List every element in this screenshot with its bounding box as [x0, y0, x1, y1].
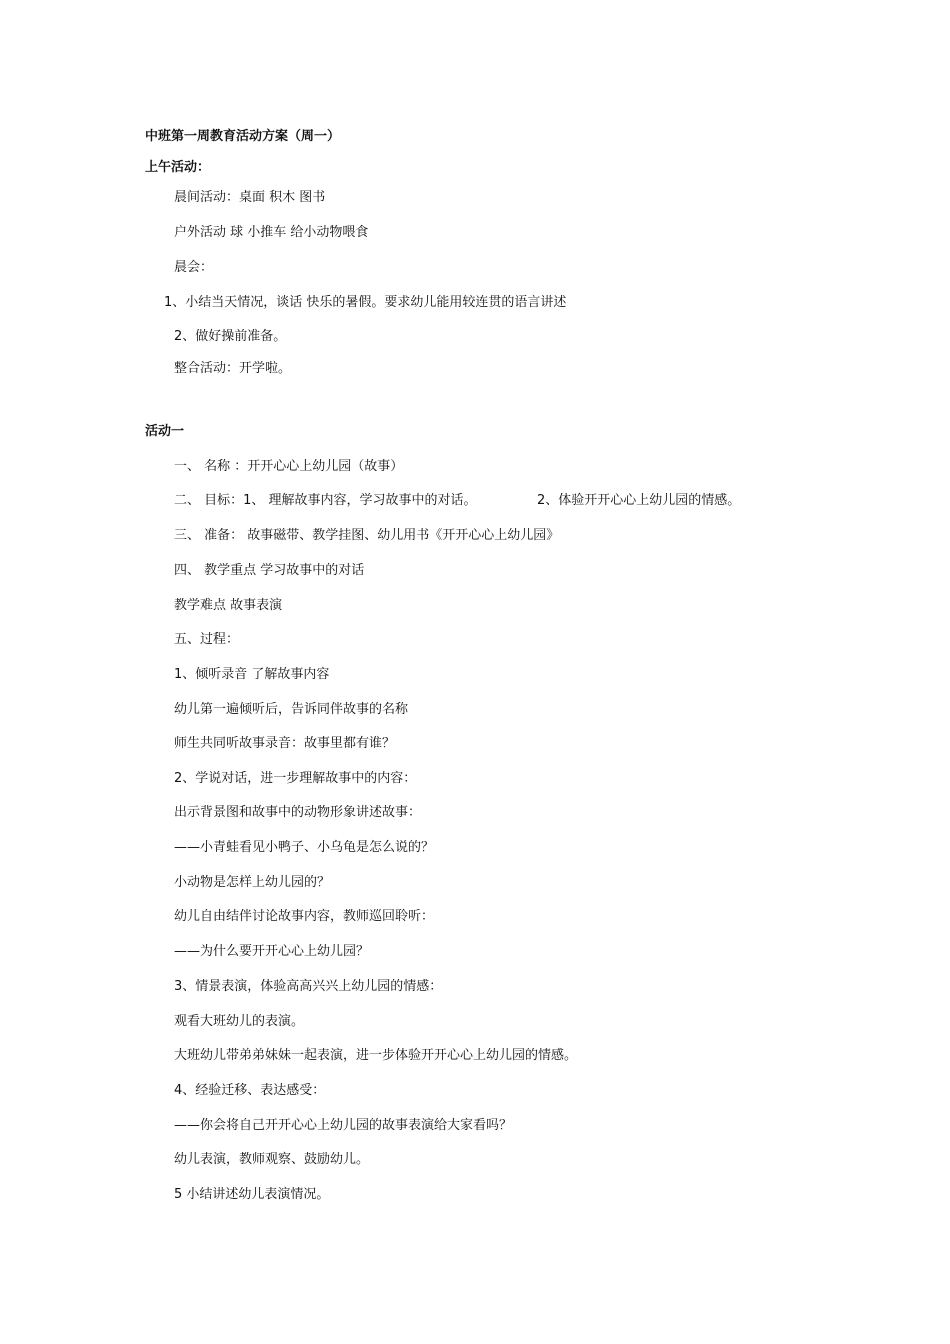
process-step: 观看大班幼儿的表演。 [174, 1014, 305, 1029]
process-step: ——你会将自己开开心心上幼儿园的故事表演给大家看吗？ [174, 1118, 513, 1133]
process-step: 幼儿表演，教师观察、鼓励幼儿。 [174, 1152, 370, 1167]
process-step: 幼儿第一遍倾听后，告诉同伴故事的名称 [174, 702, 409, 717]
process-step: 师生共同听故事录音：故事里都有谁？ [174, 736, 396, 751]
process-step: 幼儿自由结伴讨论故事内容，教师巡回聆听： [174, 909, 435, 924]
process-step: 1、倾听录音 了解故事内容 [174, 667, 330, 682]
morning-meeting-line: 晨会： [174, 260, 214, 275]
activity-name-line: 一、 名称 ：开开心心上幼儿园（故事） [174, 459, 404, 474]
outdoor-activity-line: 户外活动 球 小推车 给小动物喂食 [174, 225, 369, 240]
process-step: 大班幼儿带弟弟妹妹一起表演，进一步体验开开心心上幼儿园的情感。 [174, 1048, 578, 1063]
process-step: ——小青蛙看见小鸭子、小乌龟是怎么说的？ [174, 840, 435, 855]
process-heading: 五、过程： [174, 632, 240, 647]
process-step: 5 小结讲述幼儿表演情况。 [174, 1187, 330, 1202]
activity-goals-line-2: 2、体验开开心心上幼儿园的情感。 [537, 493, 741, 508]
page-title: 中班第一周教育活动方案（周一） [145, 129, 341, 144]
process-step: 2、学说对话，进一步理解故事中的内容： [174, 771, 417, 786]
activity-goals-line: 二、 目标：1、 理解故事内容，学习故事中的对话。 [174, 493, 477, 508]
morning-meeting-item-1: 1、小结当天情况，谈话 快乐的暑假。要求幼儿能用较连贯的语言讲述 [164, 295, 567, 310]
morning-heading: 上午活动： [145, 160, 211, 175]
activity-one-heading: 活动一 [145, 424, 185, 439]
teaching-difficulty-line: 教学难点 故事表演 [174, 598, 283, 613]
process-step: 4、经验迁移、表达感受： [174, 1083, 326, 1098]
integrated-activity-line: 整合活动：开学啦。 [174, 361, 292, 376]
early-activity-line: 晨间活动：桌面 积木 图书 [174, 190, 326, 205]
teaching-focus-line: 四、 教学重点 学习故事中的对话 [174, 563, 365, 578]
process-step: 小动物是怎样上幼儿园的？ [174, 875, 331, 890]
process-step: 3、情景表演，体验高高兴兴上幼儿园的情感： [174, 979, 443, 994]
morning-meeting-item-2: 2、做好操前准备。 [174, 329, 287, 344]
process-step: 出示背景图和故事中的动物形象讲述故事： [174, 805, 422, 820]
activity-prep-line: 三、 准备： 故事磁带、教学挂图、幼儿用书《开开心心上幼儿园》 [174, 528, 560, 543]
process-step: ——为什么要开开心心上幼儿园？ [174, 944, 370, 959]
